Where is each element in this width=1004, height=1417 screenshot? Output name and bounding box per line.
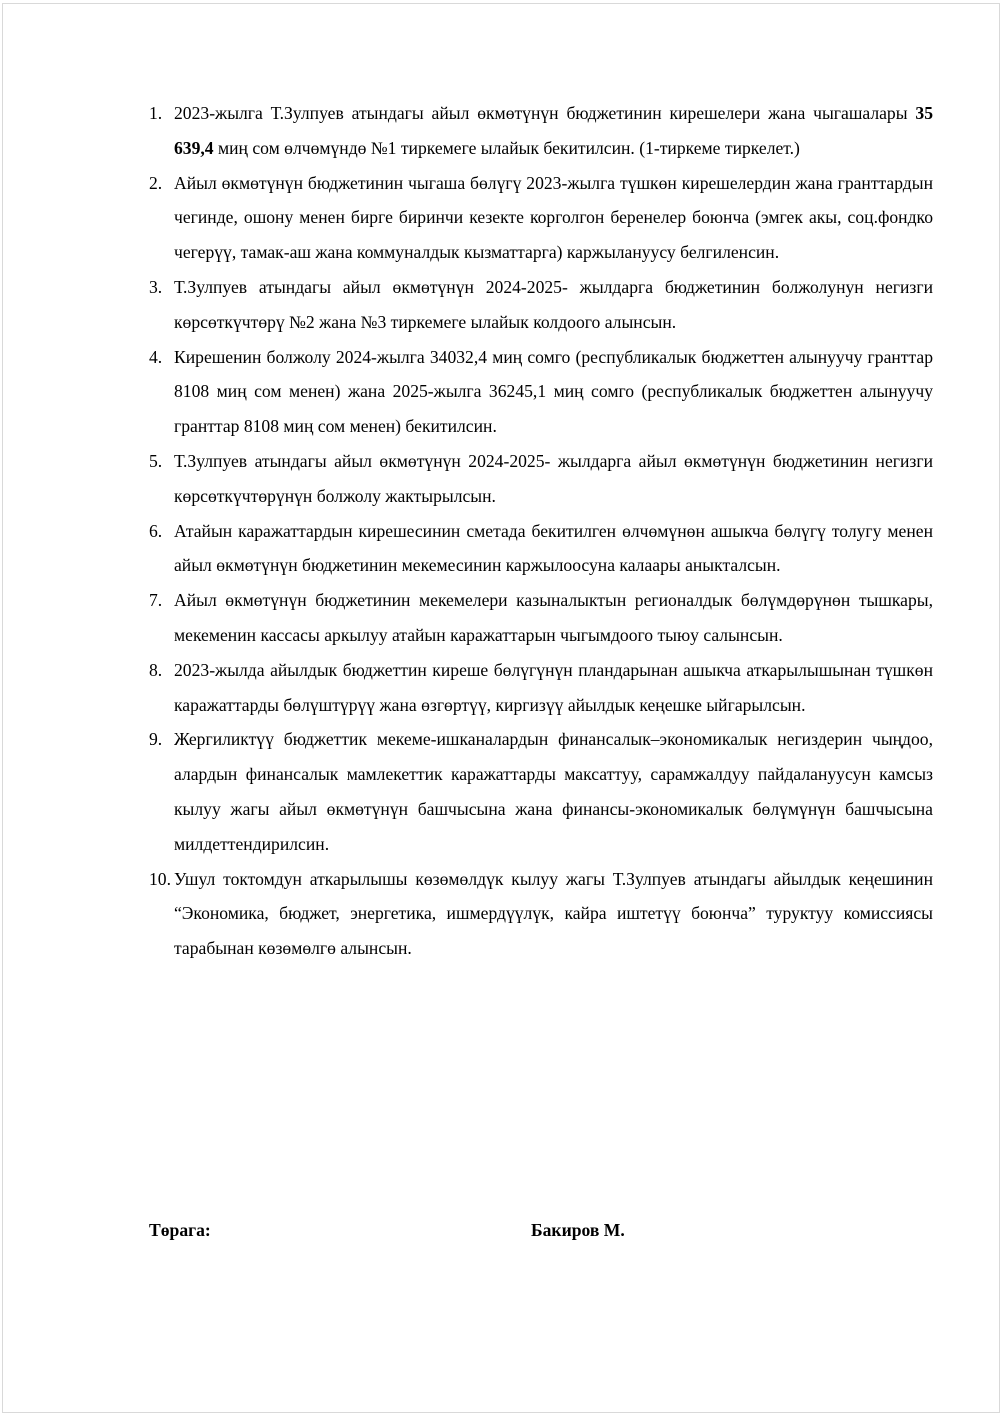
item-number: 10. xyxy=(149,868,171,889)
signature-name: Бакиров М. xyxy=(531,1220,625,1240)
budget-total: 35 639,4 xyxy=(174,103,933,158)
list-item xyxy=(149,96,933,166)
item-text: Т.Зулпуев атындагы айыл өкмөтүнүн 2024-2025- жылдарга бюджетинин болжолунун негизги көрсөткүчтөрү №2 жана №3 тиркемеге ылайык колдоого алынсын. xyxy=(174,276,933,332)
item-text: Ушул токтомдун аткарылышы көзөмөлдүк кылуу жагы Т.Зулпуев атындагы айылдык кеңешинин “Экономика, бюджет, энергетика, ишмердүүлүк, кайра иштетүү боюнча” туруктуу комиссиясы тарабынан көзөмөлгө алынсын. xyxy=(174,868,933,959)
list-item xyxy=(149,583,933,653)
list-item xyxy=(149,166,933,270)
list-item xyxy=(149,514,933,584)
item-number: 7. xyxy=(149,590,163,611)
document-page xyxy=(2,3,1000,1413)
item-text: миң сом өлчөмүндө №1 тиркемеге ылайык бекитилсин. (1-тиркеме тиркелет.) xyxy=(213,137,800,158)
item-number: 3. xyxy=(149,276,163,297)
item-text: Т.Зулпуев атындагы айыл өкмөтүнүн 2024-2025- жылдарга айыл өкмөтүнүн бюджетинин негизги көрсөткүчтөрүнүн болжолу жактырылсын. xyxy=(174,450,933,506)
list-item xyxy=(149,722,933,861)
item-number: 4. xyxy=(149,346,163,367)
item-number: 6. xyxy=(149,520,163,541)
decision-list xyxy=(149,96,933,966)
item-number: 1. xyxy=(149,103,163,123)
list-item xyxy=(149,444,933,514)
item-text: Кирешенин болжолу 2024-жылга 34032,4 миң сомго (республикалык бюджеттен алынуучу гранттар 8108 миң сом менен) жана 2025-жылга 36245,1 миң сомго (республикалык бюджеттен алынуучу гранттар 8108 миң сом менен) бекитилсин. xyxy=(174,346,933,437)
item-number: 5. xyxy=(149,450,163,471)
signature-role: Төрага: xyxy=(149,1220,211,1240)
signature-block xyxy=(149,1220,933,1250)
list-item xyxy=(149,862,933,966)
item-number: 8. xyxy=(149,659,163,680)
item-text: Айыл өкмөтүнүн бюджетинин мекемелери казыналыктын регионалдык бөлүмдөрүнөн тышкары, мекеменин кассасы аркылуу атайын каражаттарын чыгымдоого тыюу салынсын. xyxy=(174,590,933,645)
list-item xyxy=(149,340,933,444)
item-text: Атайын каражаттардын кирешесинин сметада бекитилген өлчөмүнөн ашыкча бөлүгү толугу менен айыл өкмөтүнүн бюджетинин мекемесинин каржылоосуна калаары аныкталсын. xyxy=(174,520,933,576)
item-text: Айыл өкмөтүнүн бюджетинин чыгаша бөлүгү 2023-жылга түшкөн кирешелердин жана гранттардын чегинде, ошону менен бирге биринчи кезекте корголгон беренелер боюнча (эмгек акы, соц.фондко чегерүү, тамак-аш жана коммуналдык кызматтарга) каржылануусу белгиленсин. xyxy=(174,172,933,263)
list-item xyxy=(149,270,933,340)
item-text: 2023-жылда айылдык бюджеттин киреше бөлүгүнүн пландарынан ашыкча аткарылышынан түшкөн каражаттарды бөлүштүрүү жана өзгөртүү, киргизүү айылдык кеңешке ыйгарылсын. xyxy=(174,659,933,715)
item-text: 2023-жылга Т.Зулпуев атындагы айыл өкмөтүнүн бюджетинин кирешелери жана чыгашалары xyxy=(174,103,916,123)
item-number: 2. xyxy=(149,172,163,193)
list-item xyxy=(149,653,933,723)
item-text: Жергиликтүү бюджеттик мекеме-ишканалардын финансалык–экономикалык негиздерин чыңдоо, алардын финансалык мамлекеттик каражаттарды максаттуу, сарамжалдуу пайдалануусун камсыз кылуу жагы айыл өкмөтүнүн башчысына жана финансы-экономикалык бөлүмүнүн башчысына милдеттендирилсин. xyxy=(174,729,933,854)
item-number: 9. xyxy=(149,729,163,750)
